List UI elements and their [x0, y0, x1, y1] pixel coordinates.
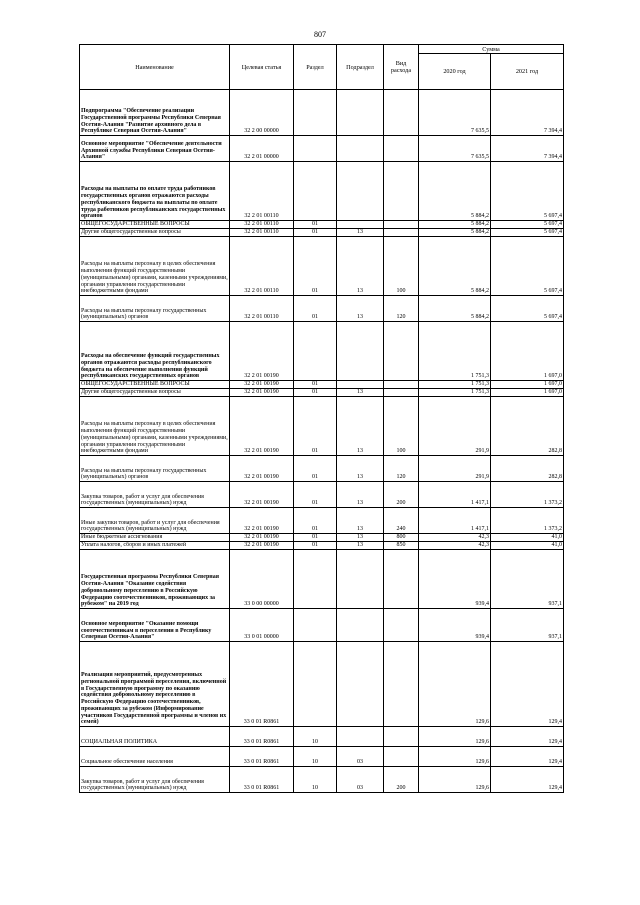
row-expense-type: 120 [384, 456, 419, 482]
row-value-2020: 291,9 [419, 397, 491, 456]
row-subsection [337, 381, 384, 389]
row-subsection: 13 [337, 482, 384, 508]
table-body [80, 90, 564, 793]
row-name: Подпрограмма "Обеспечение реализации Государственной программы Республики Северная Осетия-Алания "Развитие архивного дела в Республике Северная Осетия-Алания" [80, 90, 230, 136]
row-expense-type [384, 221, 419, 229]
table-row [80, 136, 564, 162]
row-value-2020: 129,6 [419, 747, 491, 767]
row-target: 33 0 01 00000 [230, 609, 294, 642]
row-value-2020: 1 751,3 [419, 381, 491, 389]
table-row [80, 534, 564, 542]
row-expense-type [384, 381, 419, 389]
row-value-2020: 42,3 [419, 542, 491, 550]
row-expense-type: 200 [384, 767, 419, 793]
row-value-2021: 7 394,4 [491, 136, 564, 162]
header-section: Раздел [294, 45, 337, 90]
row-target: 32 2 01 00190 [230, 508, 294, 534]
row-subsection [337, 322, 384, 381]
row-section: 01 [294, 482, 337, 508]
row-section: 01 [294, 221, 337, 229]
row-value-2021: 1 697,0 [491, 381, 564, 389]
row-expense-type [384, 136, 419, 162]
row-value-2021: 41,0 [491, 542, 564, 550]
row-target: 32 2 01 00110 [230, 229, 294, 237]
row-expense-type [384, 550, 419, 609]
row-section [294, 162, 337, 221]
row-value-2021: 282,8 [491, 456, 564, 482]
row-subsection [337, 642, 384, 727]
row-target: 32 2 01 00190 [230, 397, 294, 456]
table-row [80, 90, 564, 136]
row-target: 33 0 01 R0861 [230, 727, 294, 747]
row-expense-type [384, 747, 419, 767]
row-value-2020: 42,3 [419, 534, 491, 542]
budget-table [79, 44, 564, 793]
row-section: 10 [294, 727, 337, 747]
row-value-2020: 129,6 [419, 727, 491, 747]
header-year-2021: 2021 год [491, 54, 564, 90]
row-target: 32 2 01 00190 [230, 542, 294, 550]
row-expense-type [384, 229, 419, 237]
row-section [294, 322, 337, 381]
row-section [294, 609, 337, 642]
row-section: 01 [294, 229, 337, 237]
table-row [80, 542, 564, 550]
row-subsection: 13 [337, 389, 384, 397]
row-name: Основное мероприятие "Оказание помощи соотечественникам в переселении в Республику Северная Осетия-Алания" [80, 609, 230, 642]
row-subsection: 13 [337, 456, 384, 482]
row-section [294, 90, 337, 136]
table-row [80, 747, 564, 767]
header-expense-type: Вид расхода [384, 45, 419, 90]
row-name: Социальное обеспечение населения [80, 747, 230, 767]
row-target: 32 2 01 00190 [230, 456, 294, 482]
row-subsection [337, 136, 384, 162]
row-value-2021: 1 373,2 [491, 482, 564, 508]
row-subsection: 03 [337, 747, 384, 767]
row-name: Закупка товаров, работ и услуг для обеспечения государственных (муниципальных) нужд [80, 482, 230, 508]
row-name: Иные бюджетные ассигнования [80, 534, 230, 542]
table-row [80, 322, 564, 381]
row-target: 33 0 00 00000 [230, 550, 294, 609]
table-row [80, 229, 564, 237]
row-name: Расходы на выплаты персоналу в целях обеспечения выполнения функций государственными (муниципальными) органами, казенными учреждениями, органами управления государственными внебюджетными фондами [80, 397, 230, 456]
row-subsection: 13 [337, 229, 384, 237]
row-value-2021: 282,8 [491, 397, 564, 456]
row-value-2020: 5 884,2 [419, 229, 491, 237]
row-value-2021: 129,4 [491, 642, 564, 727]
row-subsection: 13 [337, 397, 384, 456]
row-name: Другие общегосударственные вопросы [80, 229, 230, 237]
row-section: 01 [294, 381, 337, 389]
row-value-2021: 5 697,4 [491, 221, 564, 229]
row-name: СОЦИАЛЬНАЯ ПОЛИТИКА [80, 727, 230, 747]
row-target: 32 2 01 00110 [230, 162, 294, 221]
row-value-2020: 1 417,1 [419, 508, 491, 534]
header-name: Наименование [80, 45, 230, 90]
table-row [80, 237, 564, 296]
row-section: 01 [294, 456, 337, 482]
row-value-2021: 937,1 [491, 550, 564, 609]
table-row [80, 727, 564, 747]
row-section [294, 136, 337, 162]
row-value-2020: 129,6 [419, 767, 491, 793]
row-value-2020: 291,9 [419, 456, 491, 482]
row-subsection: 13 [337, 534, 384, 542]
row-expense-type [384, 90, 419, 136]
table-row [80, 767, 564, 793]
table-row [80, 162, 564, 221]
row-expense-type [384, 322, 419, 381]
row-name: Закупка товаров, работ и услуг для обеспечения государственных (муниципальных) нужд [80, 767, 230, 793]
row-section: 10 [294, 767, 337, 793]
row-value-2021: 5 697,4 [491, 229, 564, 237]
row-expense-type [384, 162, 419, 221]
row-name: Основное мероприятие "Обеспечение деятельности Архивной службы Республики Северная Осетия-Алания" [80, 136, 230, 162]
row-value-2021: 129,4 [491, 767, 564, 793]
row-expense-type [384, 609, 419, 642]
table-row [80, 296, 564, 322]
row-section: 01 [294, 397, 337, 456]
row-subsection [337, 609, 384, 642]
row-target: 32 2 01 00190 [230, 381, 294, 389]
row-target: 33 0 01 R0861 [230, 642, 294, 727]
row-target: 33 0 01 R0861 [230, 747, 294, 767]
row-name: Уплата налогов, сборов и иных платежей [80, 542, 230, 550]
row-subsection: 13 [337, 237, 384, 296]
row-section: 01 [294, 389, 337, 397]
row-section: 01 [294, 296, 337, 322]
row-subsection [337, 162, 384, 221]
row-value-2020: 5 884,2 [419, 221, 491, 229]
row-target: 32 2 01 00190 [230, 322, 294, 381]
row-expense-type: 100 [384, 237, 419, 296]
row-value-2021: 5 697,4 [491, 237, 564, 296]
header-subsection: Подраздел [337, 45, 384, 90]
row-expense-type [384, 642, 419, 727]
table-row [80, 456, 564, 482]
header-sum: Сумма [419, 45, 564, 54]
row-target: 32 2 01 00110 [230, 221, 294, 229]
table-row [80, 221, 564, 229]
row-target: 32 2 01 00190 [230, 534, 294, 542]
row-value-2021: 129,4 [491, 747, 564, 767]
row-value-2021: 5 697,4 [491, 162, 564, 221]
row-section: 01 [294, 237, 337, 296]
row-subsection: 03 [337, 767, 384, 793]
row-value-2020: 1 417,1 [419, 482, 491, 508]
table-row [80, 381, 564, 389]
row-section: 01 [294, 534, 337, 542]
row-value-2020: 5 884,2 [419, 162, 491, 221]
row-expense-type: 240 [384, 508, 419, 534]
row-section [294, 550, 337, 609]
row-expense-type: 100 [384, 397, 419, 456]
row-expense-type: 120 [384, 296, 419, 322]
row-name: Государственная программа Республики Северная Осетия-Алания "Оказание содействия добровольному переселению в Российскую Федерацию соотечественников, проживающих за рубежом" на 2019 год [80, 550, 230, 609]
row-expense-type [384, 727, 419, 747]
row-name: Другие общегосударственные вопросы [80, 389, 230, 397]
row-subsection [337, 221, 384, 229]
row-target: 32 2 01 00190 [230, 389, 294, 397]
row-value-2020: 7 635,5 [419, 136, 491, 162]
table-row [80, 609, 564, 642]
row-name: Расходы на выплаты персоналу государственных (муниципальных) органов [80, 456, 230, 482]
row-value-2020: 5 884,2 [419, 237, 491, 296]
row-value-2021: 41,0 [491, 534, 564, 542]
row-subsection: 13 [337, 508, 384, 534]
row-value-2020: 7 635,5 [419, 90, 491, 136]
row-expense-type: 200 [384, 482, 419, 508]
row-target: 32 2 01 00110 [230, 296, 294, 322]
row-section: 10 [294, 747, 337, 767]
row-name: ОБЩЕГОСУДАРСТВЕННЫЕ ВОПРОСЫ [80, 381, 230, 389]
row-value-2020: 939,4 [419, 609, 491, 642]
row-target: 32 2 01 00190 [230, 482, 294, 508]
row-value-2021: 129,4 [491, 727, 564, 747]
row-value-2020: 939,4 [419, 550, 491, 609]
row-value-2021: 5 697,4 [491, 296, 564, 322]
row-name: Расходы на выплаты персоналу в целях обеспечения выполнения функций государственными (муниципальными) органами, казенными учреждениями, органами управления государственными внебюджетными фондами [80, 237, 230, 296]
table-row [80, 642, 564, 727]
page-number: 807 [314, 30, 326, 39]
row-value-2020: 1 751,3 [419, 389, 491, 397]
header-target: Целевая статья [230, 45, 294, 90]
row-target: 32 2 00 00000 [230, 90, 294, 136]
row-subsection [337, 90, 384, 136]
row-name: Расходы на обеспечение функций государственных органов отражаются расходы республиканского бюджета на обеспечение выполнения функций республиканских государственных органов [80, 322, 230, 381]
row-section: 01 [294, 542, 337, 550]
row-section [294, 642, 337, 727]
row-target: 32 2 01 00110 [230, 237, 294, 296]
row-value-2021: 1 697,0 [491, 322, 564, 381]
row-expense-type: 850 [384, 542, 419, 550]
row-expense-type [384, 389, 419, 397]
row-value-2021: 1 697,0 [491, 389, 564, 397]
row-subsection [337, 550, 384, 609]
row-value-2020: 5 884,2 [419, 296, 491, 322]
row-value-2020: 129,6 [419, 642, 491, 727]
row-subsection: 13 [337, 542, 384, 550]
row-target: 32 2 01 00000 [230, 136, 294, 162]
row-name: ОБЩЕГОСУДАРСТВЕННЫЕ ВОПРОСЫ [80, 221, 230, 229]
row-value-2021: 937,1 [491, 609, 564, 642]
row-subsection: 13 [337, 296, 384, 322]
row-section: 01 [294, 508, 337, 534]
table-row [80, 389, 564, 397]
row-value-2021: 1 373,2 [491, 508, 564, 534]
table-row [80, 508, 564, 534]
row-expense-type: 800 [384, 534, 419, 542]
row-subsection [337, 727, 384, 747]
header-year-2020: 2020 год [419, 54, 491, 90]
row-name: Реализация мероприятий, предусмотренных региональной программой переселения, включенной в Государственную программу по оказанию содействия добровольному переселению в Российскую Федерацию соотечественников, проживающих за рубежом (Информирование участников Государственной программы и членов их семей) [80, 642, 230, 727]
row-name: Расходы на выплаты по оплате труда работников государственных органов отражаются расходы республиканского бюджета на выплаты по оплате труда работников республиканских государственных органов [80, 162, 230, 221]
row-target: 33 0 01 R0861 [230, 767, 294, 793]
table-row [80, 397, 564, 456]
row-name: Расходы на выплаты персоналу государственных (муниципальных) органов [80, 296, 230, 322]
row-value-2020: 1 751,3 [419, 322, 491, 381]
row-value-2021: 7 394,4 [491, 90, 564, 136]
table-row [80, 550, 564, 609]
table-row [80, 482, 564, 508]
row-name: Иные закупки товаров, работ и услуг для обеспечения государственных (муниципальных) нужд [80, 508, 230, 534]
